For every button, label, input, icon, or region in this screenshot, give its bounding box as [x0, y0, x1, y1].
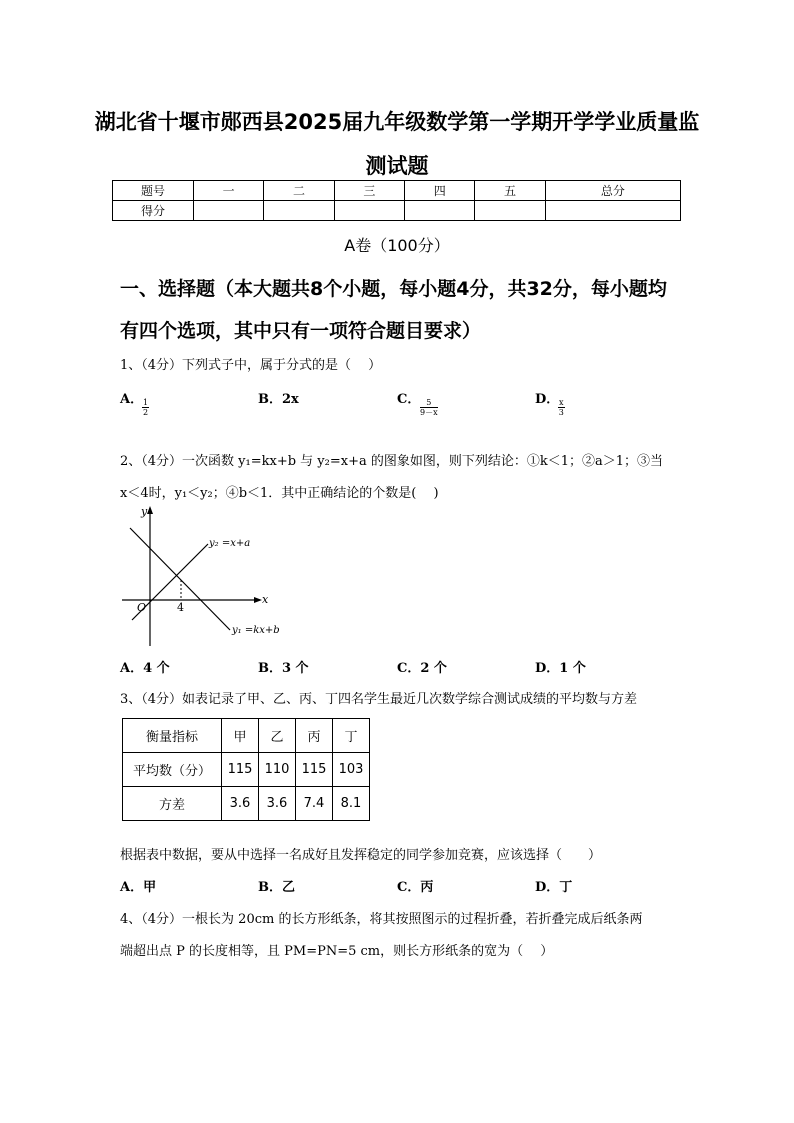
- question-3-continued: 根据表中数据，要从中选择一名成好且发挥稳定的同学参加竞赛，应该选择（ ）: [120, 848, 602, 863]
- table-cell: 115: [296, 753, 333, 787]
- option-b[interactable]: B．3 个: [258, 661, 309, 676]
- option-c[interactable]: C．2 个: [397, 661, 447, 676]
- table-cell: 四: [405, 181, 475, 201]
- page-title: 湖北省十堰市郧西县2025届九年级数学第一学期开学学业质量监: [94, 110, 700, 134]
- score-input-cell[interactable]: [334, 201, 404, 221]
- x-axis-label: x: [262, 593, 269, 606]
- fraction-denominator: 9－x: [420, 408, 438, 417]
- page-title-continued: 测试题: [365, 154, 429, 178]
- table-row: [113, 181, 681, 201]
- option-c[interactable]: C．丙: [397, 880, 434, 895]
- fraction-denominator: 2: [143, 408, 149, 417]
- table-cell: 3.6: [259, 787, 296, 821]
- table-header-cell: 衡量指标: [123, 719, 222, 753]
- score-input-cell[interactable]: [405, 201, 475, 221]
- fraction: [142, 398, 149, 417]
- option-a[interactable]: A．甲: [120, 880, 157, 895]
- fraction: [558, 398, 565, 417]
- option-d[interactable]: D．: [535, 392, 560, 407]
- fraction-numerator: x: [559, 398, 564, 407]
- table-row: [123, 719, 370, 753]
- line-y2-label: y₂ =x+a: [209, 538, 251, 549]
- table-cell: 110: [259, 753, 296, 787]
- function-graph: [112, 500, 312, 648]
- score-input-cell[interactable]: [194, 201, 264, 221]
- line-y1-label: y₁ =kx+b: [232, 625, 280, 636]
- table-cell: 3.6: [222, 787, 259, 821]
- table-row: [123, 753, 370, 787]
- table-cell: 五: [475, 181, 545, 201]
- table-cell: 7.4: [296, 787, 333, 821]
- table-cell: 一: [194, 181, 264, 201]
- table-cell: 题号: [113, 181, 194, 201]
- question-1: 1、（4分）下列式子中，属于分式的是（ ）: [120, 358, 382, 373]
- question-3: 3、（4分）如表记录了甲、乙、丙、丁四名学生最近几次数学综合测试成绩的平均数与方差: [120, 692, 638, 707]
- option-b[interactable]: B．2x: [258, 392, 299, 407]
- table-cell: 三: [334, 181, 404, 201]
- table-cell: 二: [264, 181, 334, 201]
- fraction-denominator: 3: [558, 408, 564, 417]
- table-cell: 103: [333, 753, 370, 787]
- question-4: 4、（4分）一根长为 20cm 的长方形纸条，将其按照图示的过程折叠，若折叠完成后纸条两: [120, 912, 643, 927]
- table-cell: 115: [222, 753, 259, 787]
- option-a[interactable]: A．4 个: [120, 661, 170, 676]
- score-input-cell[interactable]: [264, 201, 334, 221]
- question-2: 2、（4分）一次函数 y₁=kx+b 与 y₂=x+a 的图象如图，则下列结论：①k＜1；②a＞1；③当: [120, 454, 664, 469]
- fraction: [420, 398, 438, 417]
- option-c[interactable]: C．: [397, 392, 421, 407]
- score-input-cell[interactable]: [545, 201, 680, 221]
- y-axis-label: y: [141, 505, 148, 518]
- fraction-numerator: 5: [420, 398, 438, 408]
- table-header-cell: 丁: [333, 719, 370, 753]
- score-table: [112, 180, 681, 221]
- table-header-cell: 丙: [296, 719, 333, 753]
- table-cell: 方差: [123, 787, 222, 821]
- option-d[interactable]: D．1 个: [535, 661, 586, 676]
- table-cell: 平均数（分）: [123, 753, 222, 787]
- section-heading-continued: 有四个选项，其中只有一项符合题目要求）: [120, 320, 482, 342]
- origin-label: O: [137, 601, 147, 614]
- score-input-cell[interactable]: [475, 201, 545, 221]
- question-2-continued: x＜4时，y₁＜y₂；④b＜1．其中正确结论的个数是( ): [120, 486, 439, 501]
- fraction-numerator: 1: [143, 398, 149, 407]
- y-axis-arrow: [147, 506, 153, 514]
- x-axis-arrow: [254, 597, 262, 603]
- table-row: [123, 787, 370, 821]
- table-cell: 得分: [113, 201, 194, 221]
- question-4-continued: 端超出点 P 的长度相等，且 PM=PN=5 cm，则长方形纸条的宽为（ ）: [120, 944, 554, 959]
- tick-label: 4: [177, 601, 184, 614]
- table-cell: 8.1: [333, 787, 370, 821]
- option-d[interactable]: D．丁: [535, 880, 573, 895]
- table-cell: 总分: [545, 181, 680, 201]
- section-heading: 一、选择题（本大题共8个小题，每小题4分，共32分，每小题均: [120, 278, 667, 300]
- option-a[interactable]: A．: [120, 392, 144, 407]
- stats-table: [122, 718, 370, 821]
- option-b[interactable]: B．乙: [258, 880, 295, 895]
- table-row: [113, 201, 681, 221]
- table-header-cell: 甲: [222, 719, 259, 753]
- volume-label: A卷（100分）: [344, 236, 450, 255]
- table-header-cell: 乙: [259, 719, 296, 753]
